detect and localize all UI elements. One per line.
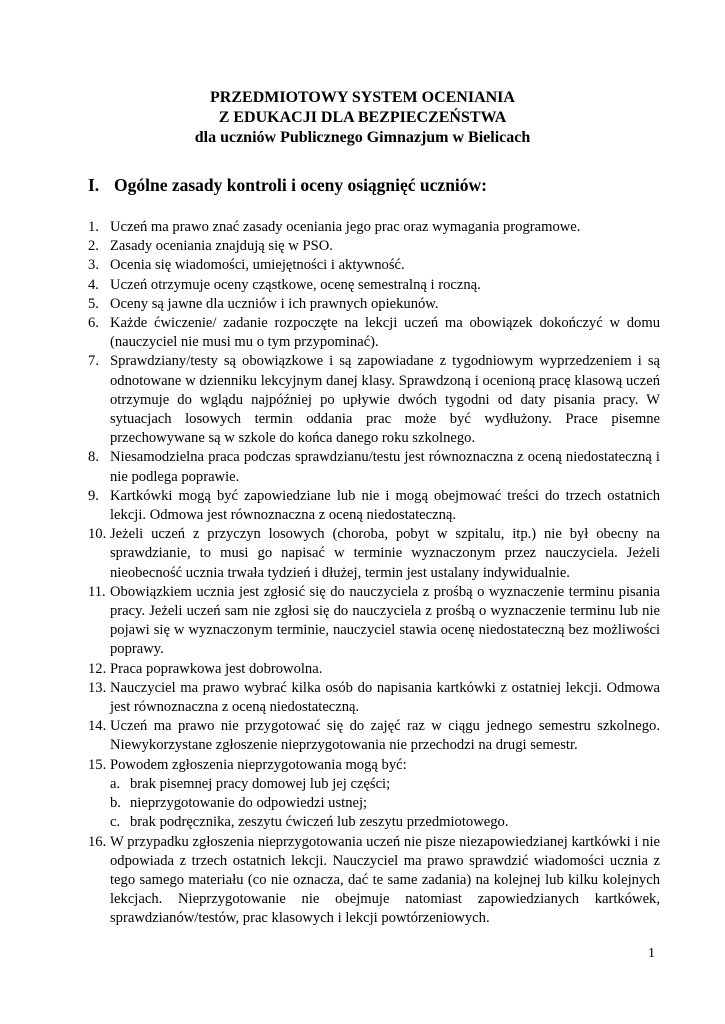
item-text: W przypadku zgłoszenia nieprzygotowania uczeń nie pisze niezapowiedzianej kartkówki i nie odpowiada z trzech ostatnich lekcji. Nauczyciel ma prawo sprawdzić wiadomości ucznia z tego samego materiału (co nie oznacza, dać te same zadania) na kolejnej lub kilku kolejnych lekcjach. Nieprzygotowanie nie obejmuje natomiast zapowiedzianych kartkówek, sprawdzianów/testów, prac klasowych i lekcji powtórzeniowych. bbox=[110, 833, 660, 927]
item-number: 8. bbox=[88, 449, 99, 466]
item-text: Praca poprawkowa jest dobrowolna. bbox=[110, 660, 323, 677]
item-text: Uczeń otrzymuje oceny cząstkowe, ocenę semestralną i roczną. bbox=[110, 276, 481, 293]
section-title: Ogólne zasady kontroli i oceny osiągnięć uczniów: bbox=[114, 175, 488, 195]
sub-item-letter: b. bbox=[110, 795, 121, 812]
sub-list-item bbox=[110, 775, 660, 794]
sub-item-letter: a. bbox=[110, 775, 121, 792]
list-item bbox=[88, 717, 660, 755]
list-item bbox=[88, 660, 660, 679]
item-text: Ocenia się wiadomości, umiejętności i aktywność. bbox=[110, 257, 405, 274]
item-number: 5. bbox=[88, 295, 99, 312]
sub-list-item bbox=[110, 813, 660, 832]
item-text: Każde ćwiczenie/ zadanie rozpoczęte na lekcji uczeń ma obowiązek dokończyć w domu (nauczyciel nie musi mu o tym przypominać). bbox=[110, 315, 660, 351]
item-number: 2. bbox=[88, 238, 99, 255]
list-item bbox=[88, 256, 660, 275]
item-text: Niesamodzielna praca podczas sprawdzianu/testu jest równoznaczna z oceną niedostateczną i nie podlega poprawie. bbox=[110, 449, 660, 485]
list-item bbox=[88, 525, 660, 583]
item-number: 4. bbox=[88, 276, 99, 293]
item-text: Sprawdziany/testy są obowiązkowe i są zapowiadane z tygodniowym wyprzedzeniem i są odnotowane w dzienniku lekcyjnym danej klasy. Sprawdzoną i ocenioną pracę klasową uczeń otrzymuje do wglądu najpóźniej po upływie dwóch tygodni od daty pisania pracy. W sytuacjach losowych termin oddania prac może być wydłużony. Prace pisemne przechowywane są w szkole do końca danego roku szkolnego. bbox=[110, 353, 660, 447]
sub-item-text: nieprzygotowanie do odpowiedzi ustnej; bbox=[130, 795, 368, 812]
sub-list-item bbox=[110, 794, 660, 813]
sub-item-letter: c. bbox=[110, 814, 121, 831]
item-number: 12. bbox=[88, 660, 107, 677]
sub-item-text: brak pisemnej pracy domowej lub jej części; bbox=[130, 775, 391, 792]
item-text: Powodem zgłoszenia nieprzygotowania mogą być: bbox=[110, 756, 407, 773]
item-text: Uczeń ma prawo znać zasady oceniania jego prac oraz wymagania programowe. bbox=[110, 219, 581, 235]
title-line-1: PRZEDMIOTOWY SYSTEM OCENIANIA bbox=[210, 89, 515, 106]
section-number: I. bbox=[88, 175, 100, 195]
item-number: 6. bbox=[88, 315, 99, 332]
item-number: 3. bbox=[88, 257, 99, 274]
item-text: Jeżeli uczeń z przyczyn losowych (choroba, pobyt w szpitalu, itp.) nie był obecny na sprawdzianie, to musi go napisać w terminie wyznaczonym przez nauczyciela. Jeżeli nieobecność ucznia trwała tydzień i dłużej, termin jest ustalany indywidualnie. bbox=[110, 526, 660, 581]
item-text: Zasady oceniania znajdują się w PSO. bbox=[110, 238, 333, 255]
section-heading bbox=[88, 175, 487, 196]
item-number: 14. bbox=[88, 718, 107, 735]
document-title bbox=[0, 88, 725, 148]
list-item bbox=[88, 756, 660, 833]
page-number: 1 bbox=[648, 946, 655, 961]
item-number: 9. bbox=[88, 487, 99, 504]
list-item bbox=[88, 352, 660, 448]
item-number: 10. bbox=[88, 526, 107, 543]
list-item bbox=[88, 314, 660, 352]
list-item bbox=[88, 295, 660, 314]
list-item bbox=[88, 448, 660, 486]
item-text: Oceny są jawne dla uczniów i ich prawnych opiekunów. bbox=[110, 295, 439, 312]
title-line-3: dla uczniów Publicznego Gimnazjum w Bielicach bbox=[194, 129, 531, 146]
list-item bbox=[88, 218, 660, 237]
list-item bbox=[88, 679, 660, 717]
item-text: Uczeń ma prawo nie przygotować się do zajęć raz w ciągu jednego semestru szkolnego. Niewykorzystane zgłoszenie nieprzygotowania nie przechodzi na drugi semestr. bbox=[110, 718, 660, 754]
sub-list bbox=[110, 775, 660, 833]
item-number: 15. bbox=[88, 756, 107, 773]
sub-item-text: brak podręcznika, zeszytu ćwiczeń lub zeszytu przedmiotowego. bbox=[130, 814, 509, 831]
item-text: Kartkówki mogą być zapowiedziane lub nie i mogą obejmować treści do trzech ostatnich lekcji. Odmowa jest równoznaczna z oceną niedostateczną. bbox=[110, 487, 660, 524]
item-number: 16. bbox=[88, 833, 107, 850]
item-number: 1. bbox=[88, 219, 99, 235]
item-number: 7. bbox=[88, 353, 99, 370]
list-item bbox=[88, 237, 660, 256]
item-text: Obowiązkiem ucznia jest zgłosić się do nauczyciela z prośbą o wyznaczenie terminu pisania pracy. Jeżeli uczeń sam nie zgłosi się do nauczyciela z prośbą o wyznaczenie terminu lub nie pojawi się w wyznaczonym terminie, nauczyciel stawia ocenę niedostateczną bez możliwości poprawy. bbox=[110, 583, 660, 658]
title-line-2: Z EDUKACJI DLA BEZPIECZEŃSTWA bbox=[218, 109, 507, 126]
item-text: Nauczyciel ma prawo wybrać kilka osób do napisania kartkówki z ostatniej lekcji. Odmowa jest równoznaczna z oceną niedostateczną. bbox=[110, 679, 660, 716]
item-number: 13. bbox=[88, 679, 107, 696]
list-item bbox=[88, 833, 660, 929]
rules-list bbox=[88, 218, 660, 929]
list-item bbox=[88, 583, 660, 660]
list-item bbox=[88, 487, 660, 525]
list-item bbox=[88, 276, 660, 295]
item-number: 11. bbox=[88, 583, 106, 600]
